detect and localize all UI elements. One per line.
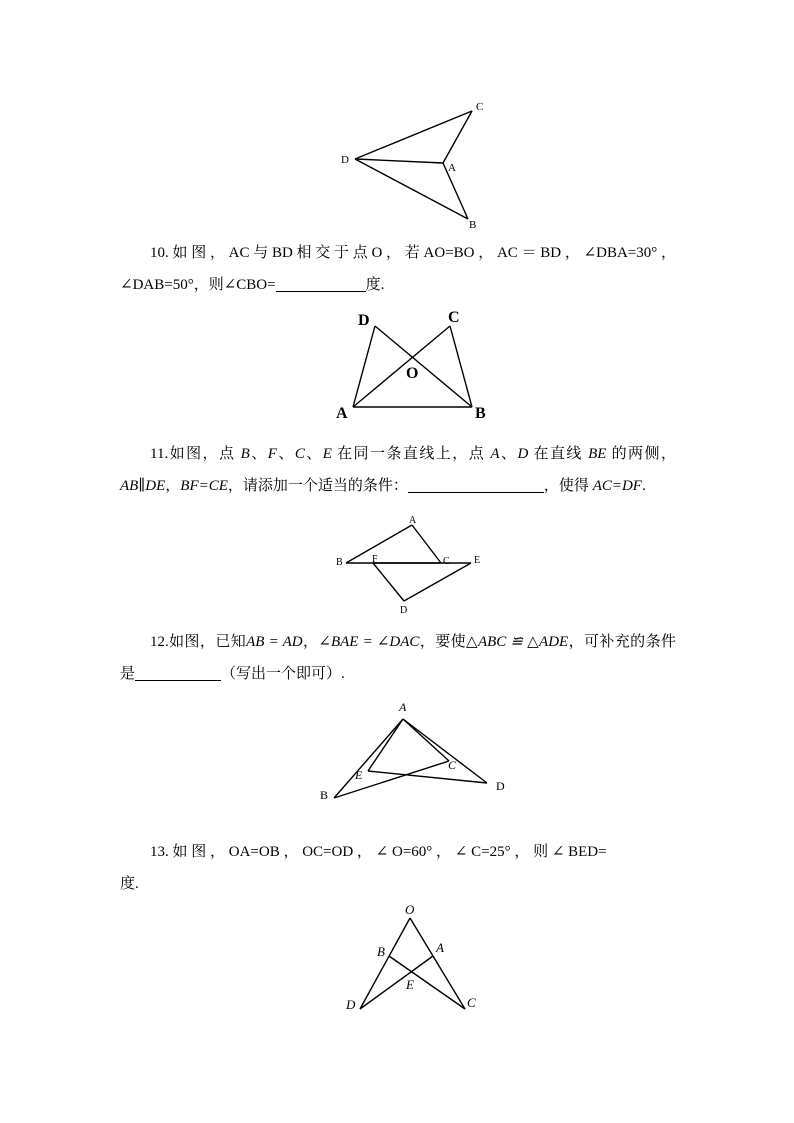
- segment-ba: [346, 525, 412, 563]
- label-a: A: [409, 515, 417, 526]
- segment-bc: [450, 326, 472, 407]
- question-13-unit: 度.: [120, 876, 139, 892]
- question-12: 12.如图，已知AB = AD，∠BAE = ∠DAC，要使△ABC ≌ △ADE，可补充的条件是 （写出一个即可）.: [120, 634, 676, 682]
- segment-bc: [389, 956, 465, 1009]
- segment-bd: [375, 326, 472, 407]
- segment-od: [360, 918, 410, 1009]
- label-b: B: [336, 557, 343, 568]
- label-d: D: [346, 997, 356, 1012]
- figure-triangles-abc-ade: [314, 696, 514, 806]
- label-c: C: [448, 758, 457, 772]
- figure-angle-o-svg: [340, 898, 490, 1018]
- segment-ca: [443, 111, 472, 163]
- label-d: D: [400, 605, 408, 616]
- figure-quadrilateral-svg: [330, 95, 500, 235]
- segment-ac: [353, 326, 450, 407]
- label-d: D: [341, 154, 349, 166]
- label-c: C: [467, 995, 476, 1010]
- question-10-text: 10.如图，AC与BD相交于点O，若AO=BO，AC＝BD，∠DBA=30°，∠DAB=50°，则∠CBO=: [120, 245, 676, 293]
- label-e: E: [474, 555, 481, 566]
- answer-blank-10[interactable]: [276, 276, 366, 292]
- figure-trapezoid-abcd: [330, 305, 500, 425]
- label-b: B: [377, 944, 385, 959]
- figure-angle-o: [340, 898, 490, 1018]
- answer-blank-11[interactable]: [408, 477, 544, 493]
- label-a: A: [448, 162, 456, 174]
- figure-quadrilateral-dcab: [330, 95, 500, 235]
- segment-ae: [368, 719, 403, 771]
- label-a: A: [436, 940, 444, 955]
- segment-da: [355, 159, 443, 163]
- label-c: C: [476, 101, 484, 113]
- label-e: E: [355, 768, 363, 782]
- label-o: O: [405, 902, 415, 917]
- segment-ad: [360, 956, 433, 1009]
- condition-angle-equal: ∠BAE = ∠DAC: [318, 634, 420, 650]
- figure-trapezoid-svg: [330, 305, 500, 425]
- segment-de: [404, 563, 471, 601]
- question-13-text: 13. 如 图 ， OA=OB ， OC=OD ， ∠ O=60° ， ∠ C=25° ， 则 ∠ BED=: [150, 844, 607, 860]
- segment-fd: [373, 563, 404, 601]
- answer-blank-12[interactable]: [135, 665, 221, 681]
- label-d: D: [358, 312, 370, 329]
- label-c: C: [443, 556, 450, 567]
- label-a: A: [336, 405, 348, 422]
- segment-ad: [403, 719, 487, 783]
- label-b: B: [469, 219, 477, 231]
- segment-ac: [412, 525, 441, 563]
- label-a: A: [399, 700, 407, 714]
- figure-bfce-svg: [332, 510, 492, 620]
- label-f: F: [372, 554, 378, 565]
- segment-oc: [410, 918, 465, 1009]
- label-e: E: [406, 977, 414, 992]
- figure-bfce-triangles: [332, 510, 492, 620]
- question-13: [120, 836, 676, 900]
- condition-congruent: △ABC ≌ △ADE: [466, 634, 569, 650]
- question-10: [120, 237, 676, 301]
- segment-bc: [334, 761, 449, 798]
- label-o: O: [406, 365, 419, 382]
- figure-triangles-svg: [314, 696, 514, 806]
- segment-ad: [353, 326, 375, 407]
- segment-dc: [355, 111, 472, 159]
- label-c: C: [448, 309, 460, 326]
- segment-ac: [403, 719, 449, 761]
- label-d: D: [496, 779, 505, 793]
- condition-ab-ad: AB = AD: [246, 634, 303, 650]
- label-b: B: [320, 788, 329, 802]
- question-11: 11.如图，点 B、F、C、E 在同一条直线上，点 A、D 在直线 BE 的两侧，AB∥DE，BF=CE，请添加一个适当的条件： ，使得 AC=DF.: [120, 446, 676, 494]
- segment-ab: [334, 719, 403, 798]
- question-10-unit: 度.: [365, 277, 385, 293]
- label-b: B: [475, 405, 486, 422]
